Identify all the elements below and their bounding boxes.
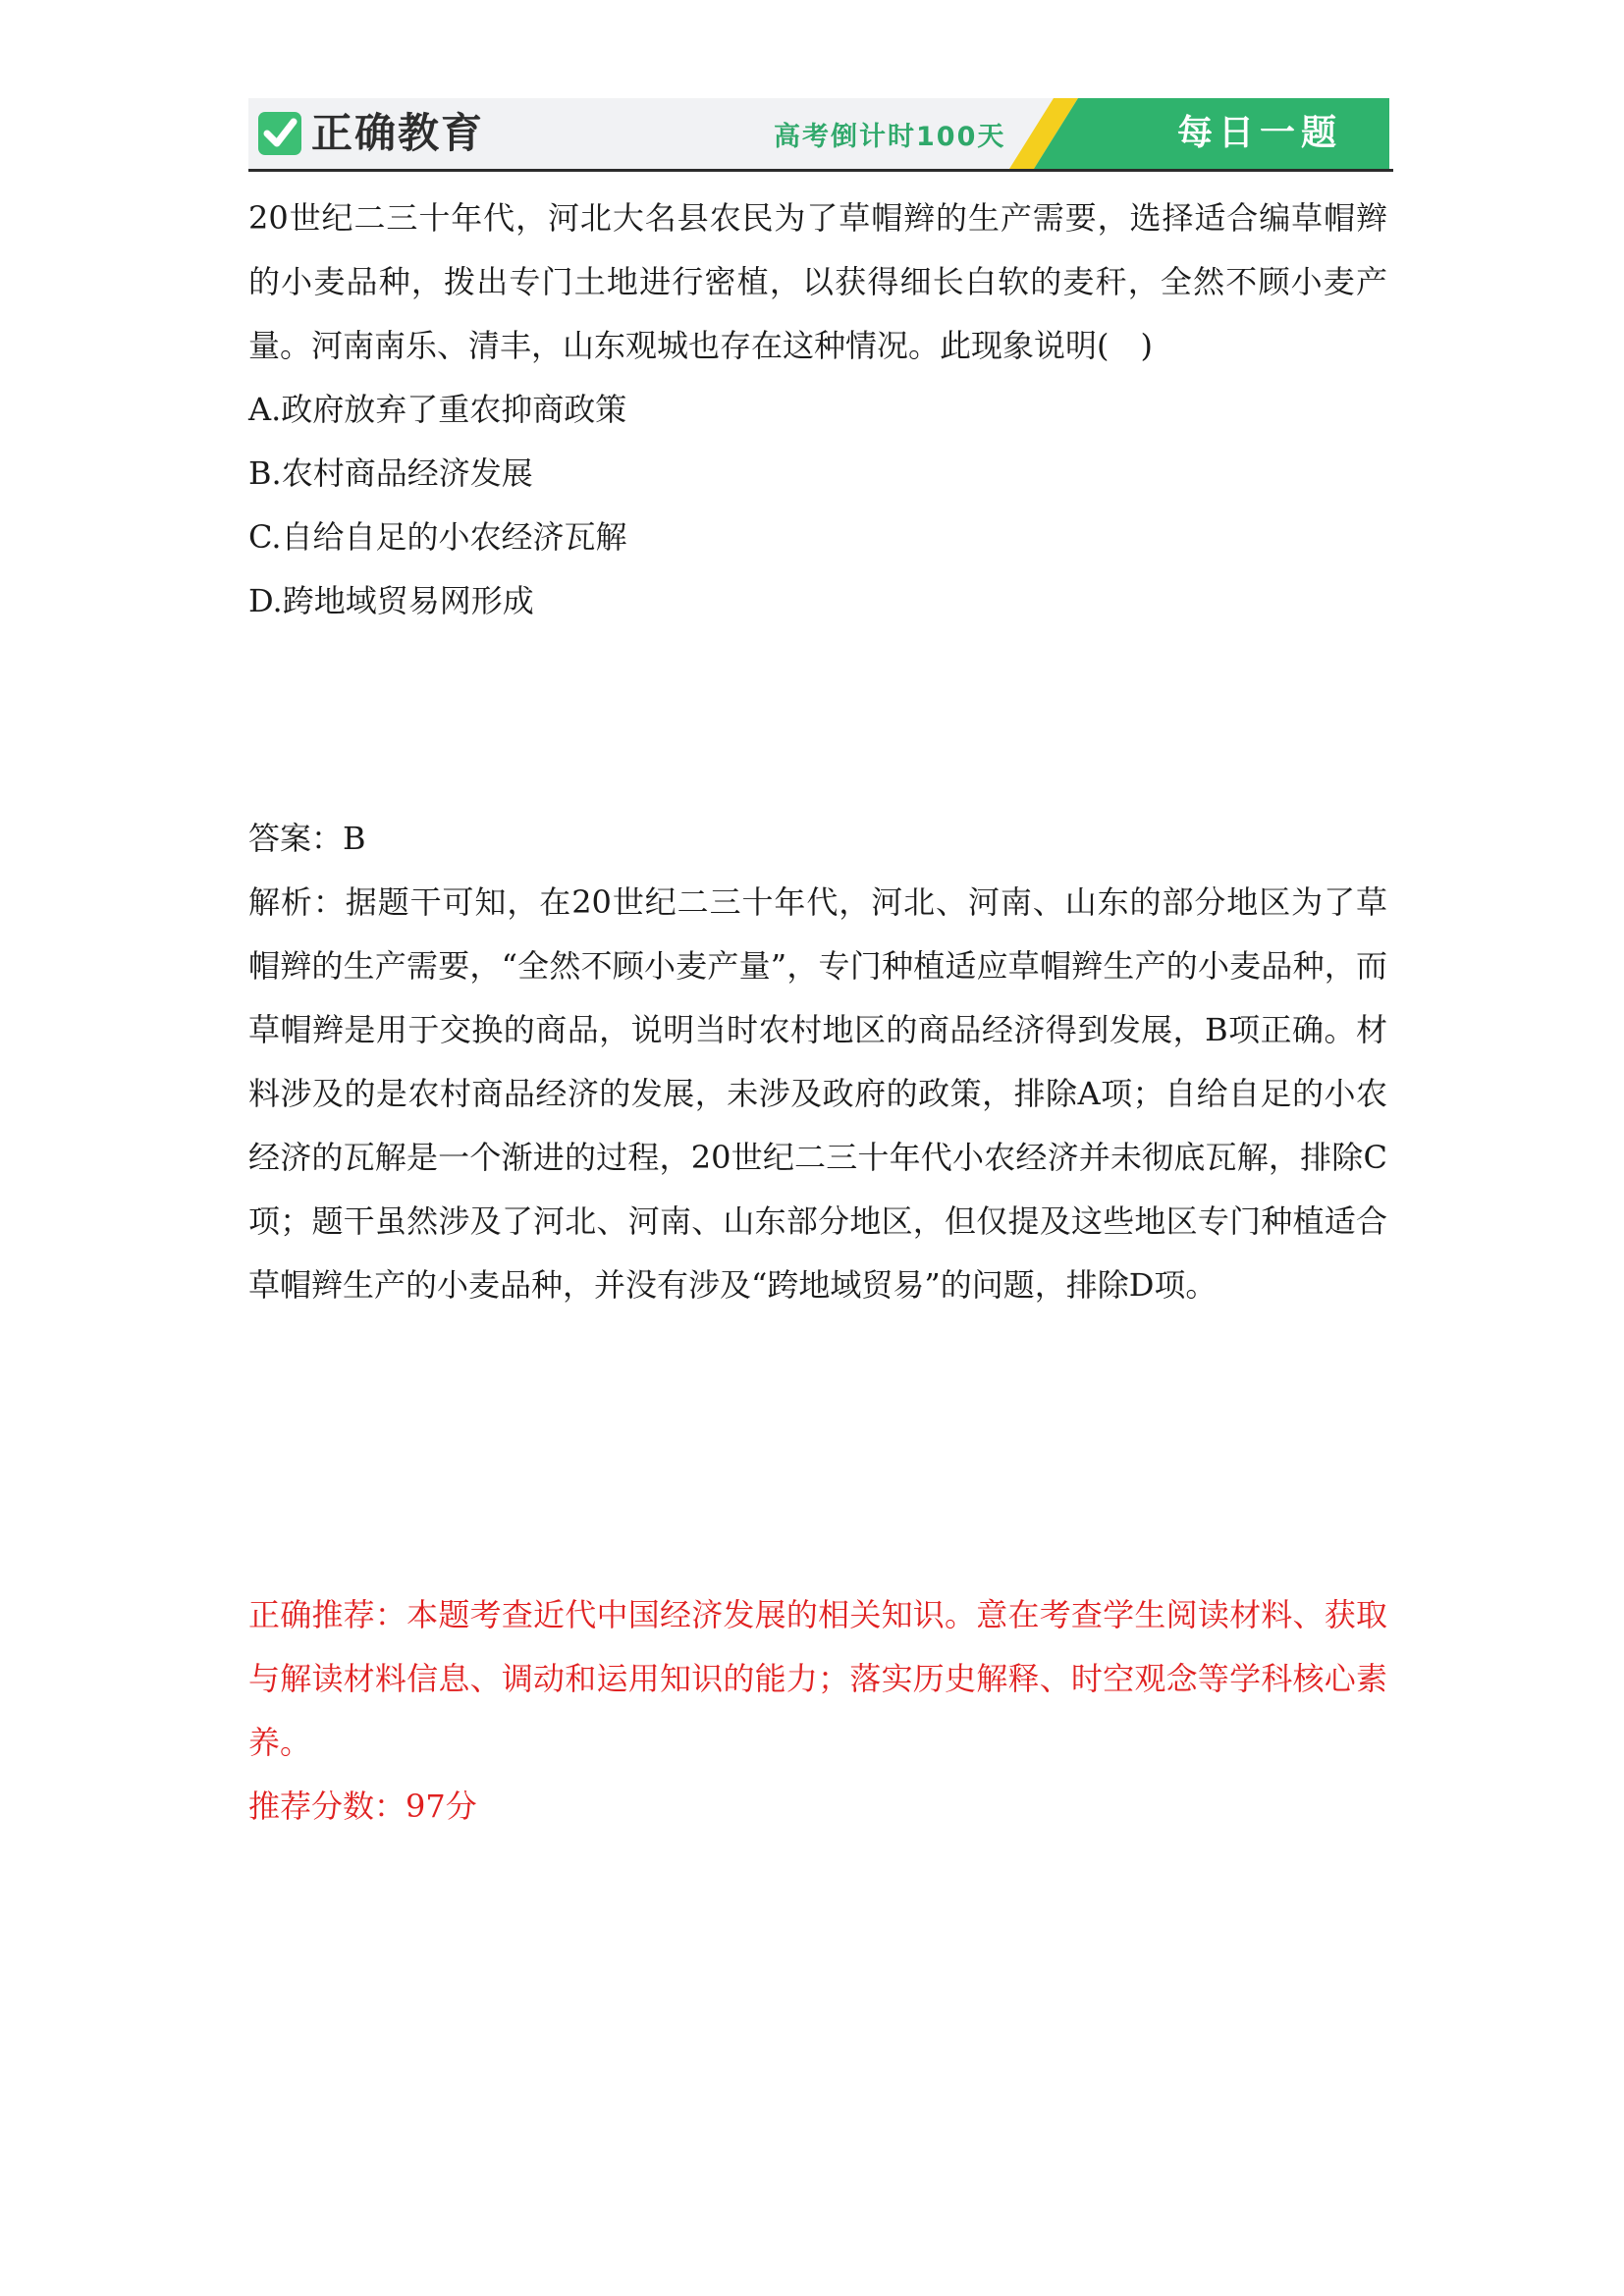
analysis-text: 解析：据题干可知，在20世纪二三十年代，河北、河南、山东的部分地区为了草帽辫的生产需要，“全然不顾小麦产量”，专门种植适应草帽辫生产的小麦品种，而草帽辫是用于交换的商品，说明当时农村地区的商品经济得到发展，B项正确。材料涉及的是农村商品经济的发展，未涉及政府的政策，排除A项；自给自足的小农经济的瓦解是一个渐进的过程，20世纪二三十年代小农经济并未彻底瓦解，排除C项；题干虽然涉及了河北、河南、山东部分地区，但仅提及这些地区专门种植适合草帽辫生产的小麦品种，并没有涉及“跨地域贸易”的问题，排除D项。 <box>248 883 1387 1304</box>
option-b: B.农村商品经济发展 <box>248 454 533 492</box>
header-divider <box>248 169 1393 172</box>
question-block <box>248 187 1387 633</box>
answer-text: 答案：B <box>248 820 366 857</box>
question-stem: 20世纪二三十年代，河北大名县农民为了草帽辫的生产需要，选择适合编草帽辫的小麦品种，拨出专门土地进行密植，以获得细长白软的麦秆，全然不顾小麦产量。河南南乐、清丰，山东观城也存在这种情况。此现象说明( ) <box>248 199 1387 364</box>
brand-logo <box>258 108 484 159</box>
countdown-text: 高考倒计时100天 <box>774 122 1006 152</box>
option-d: D.跨地域贸易网形成 <box>248 582 534 619</box>
recommendation-text: 正确推荐：本题考查近代中国经济发展的相关知识。意在考查学生阅读材料、获取与解读材料信息、调动和运用知识的能力；落实历史解释、时空观念等学科核心素养。 <box>248 1596 1387 1761</box>
answer-block <box>248 807 1387 1317</box>
option-a: A.政府放弃了重农抑商政策 <box>248 391 627 428</box>
option-c: C.自给自足的小农经济瓦解 <box>248 518 627 556</box>
check-icon <box>258 112 301 155</box>
brand-name: 正确教育 <box>311 109 485 157</box>
header-banner <box>248 98 1389 169</box>
recommendation-score: 推荐分数：97分 <box>248 1788 477 1825</box>
daily-question-tag: 每日一题 <box>1176 113 1342 153</box>
recommendation-block <box>248 1583 1387 1839</box>
